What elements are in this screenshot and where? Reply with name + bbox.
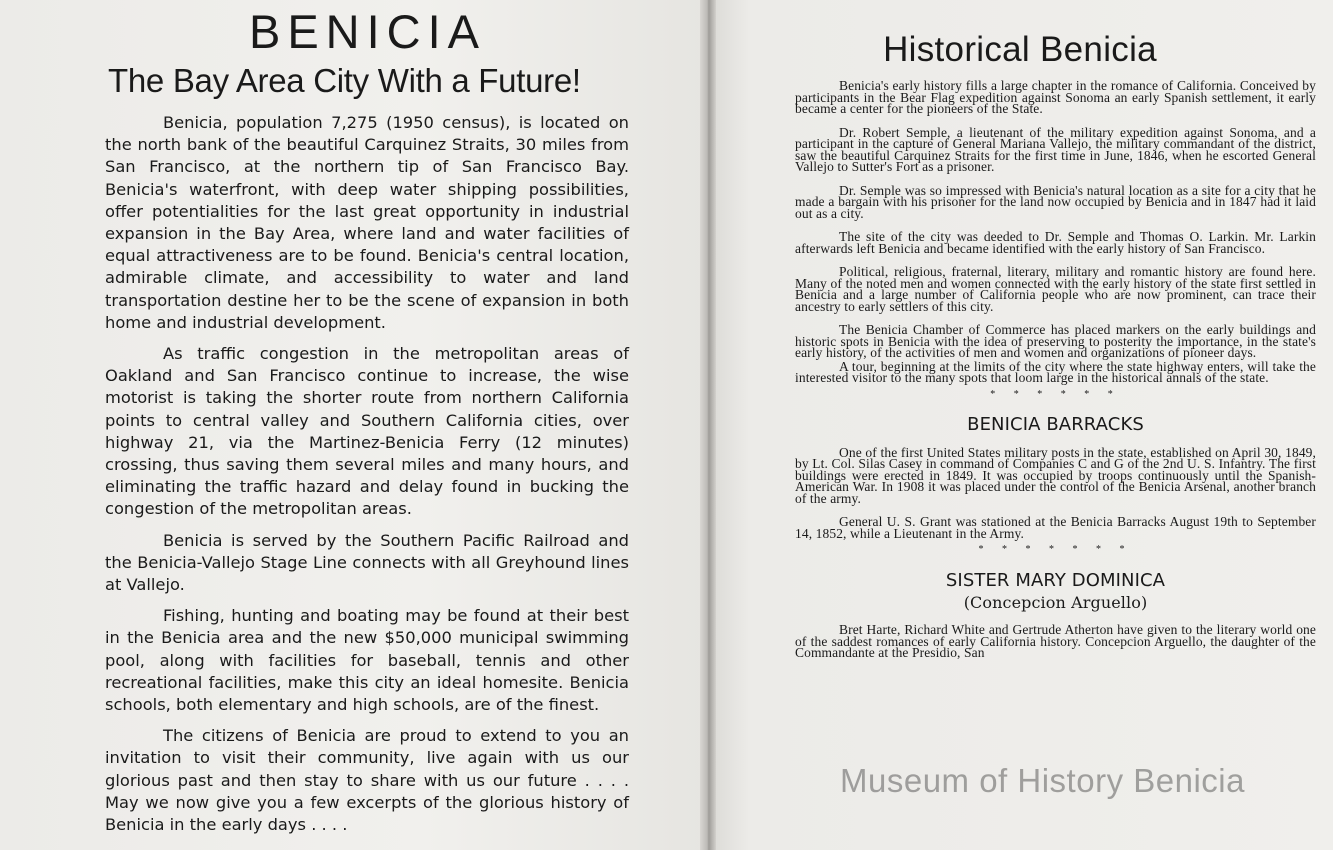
left-page-title: BENICIA [248, 5, 487, 58]
left-paragraph: Fishing, hunting and boating may be found at their best in the Benicia area and the new $50,000 municipal swimming pool, along with facilities for baseball, tennis and other recreational facilities, make this city an ideal homesite. Benicia schools, both elementary and high schools, are of the finest. [105, 606, 629, 715]
section-separator: * * * * * * * [978, 544, 1133, 555]
left-page-body [105, 112, 629, 845]
history-paragraph: A tour, beginning at the limits of the city where the state highway enters, will take the interested visitor to the many spots that loom large in the historical annals of the state. [795, 358, 1316, 385]
dominica-heading: SISTER MARY DOMINICA [945, 570, 1166, 591]
section-separator: * * * * * * [990, 388, 1121, 400]
history-paragraph: The site of the city was deeded to Dr. Semple and Thomas O. Larkin. Mr. Larkin afterwards left Benicia and became identified with the early history of San Francisco. [795, 229, 1316, 256]
left-page-subtitle: The Bay Area City With a Future! [108, 62, 581, 99]
museum-watermark: Museum of History Benicia [840, 762, 1245, 799]
left-paragraph: Benicia, population 7,275 (1950 census), is located on the north bank of the beautiful Carquinez Straits, 30 miles from San Francisco, at the northern tip of San Francisco Bay. Benicia's waterfront, with deep water shipping possibilities, offer potentialities for the last great opportunity in industrial expansion in the Bay Area, where land and water facilities of equal attractiveness are to be found. Benicia's central location, admirable climate, and accessibility to water and land transportation destine her to be the scene of expansion in both home and industrial development. [105, 113, 629, 332]
dominica-subheading: (Concepcion Arguello) [963, 593, 1148, 612]
left-paragraph: The citizens of Benicia are proud to extend to you an invitation to visit their community, live again with us our glorious past and then stay to share with us our future . . . . May we now give you a few excerpts of the glorious history of Benicia in the early days . . . . [105, 726, 629, 835]
dominica-paragraph: Bret Harte, Richard White and Gertrude Atherton have given to the literary world one of the saddest romances of early California history. Concepcion Arguello, the daughter of the Commandante at the Presidio, San [795, 622, 1316, 660]
history-paragraph: Dr. Robert Semple, a lieutenant of the military expedition against Sonoma, and a participant in the capture of General Mariana Vallejo, the military commandant of the district, saw the beautiful Carquinez Straits for the first time in June, 1846, when he escorted General Vallejo to Sutter's Fort as a prisoner. [795, 124, 1316, 174]
right-page-body [795, 80, 1316, 671]
history-paragraph: Political, religious, fraternal, literary, military and romantic history are found here. Many of the noted men and women connected with the early history of the state first settled in Benicia and a large number of California people who are now prominent, can trace their ancestry to early settlers of this city. [795, 264, 1316, 314]
history-paragraph: Benicia's early history fills a large chapter in the romance of California. Conceived by participants in the Bear Flag expedition against Sonoma an early Spanish settlement, it early became a center for the pioneers of the State. [795, 78, 1316, 116]
history-paragraph: Dr. Semple was so impressed with Benicia's natural location as a site for a city that he made a bargain with his prisoner for the land now occupied by Benicia and in 1847 had it laid out as a city. [795, 182, 1316, 221]
barracks-paragraph: General U. S. Grant was stationed at the Benicia Barracks August 19th to September 14, 1852, while a Lieutenant in the Army. [795, 514, 1316, 541]
history-paragraph: The Benicia Chamber of Commerce has placed markers on the early buildings and historic spots in Benicia with the idea of preserving to posterity the importance, in the state's early history, of the activities of men and women and organizations of pioneer days. [795, 322, 1316, 360]
right-page-title: Historical Benicia [883, 30, 1157, 69]
left-paragraph: Benicia is served by the Southern Pacific Railroad and the Benicia-Vallejo Stage Line connects with all Greyhound lines at Vallejo. [105, 530, 629, 595]
left-paragraph: As traffic congestion in the metropolitan areas of Oakland and San Francisco continue to increase, the wise motorist is taking the shorter route from northern California points to central valley and Southern California cities, over highway 21, via the Martinez-Benicia Ferry (12 minutes) crossing, thus saving them several miles and many hours, and eliminating the traffic hazard and delay found in bucking the congestion of the metropolitan areas. [105, 344, 629, 519]
barracks-paragraph: One of the first United States military posts in the state, established on April 30, 1849, by Lt. Col. Silas Casey in command of Companies C and G of the 2nd U. S. Infantry. The first buildings were erected in 1849. It was occupied by troops continuously until the Spanish-American War. In 1908 it was placed under the control of the Benicia Arsenal, another branch of the army. [795, 444, 1316, 506]
barracks-heading: BENICIA BARRACKS [967, 413, 1144, 435]
page-gutter [700, 0, 716, 850]
